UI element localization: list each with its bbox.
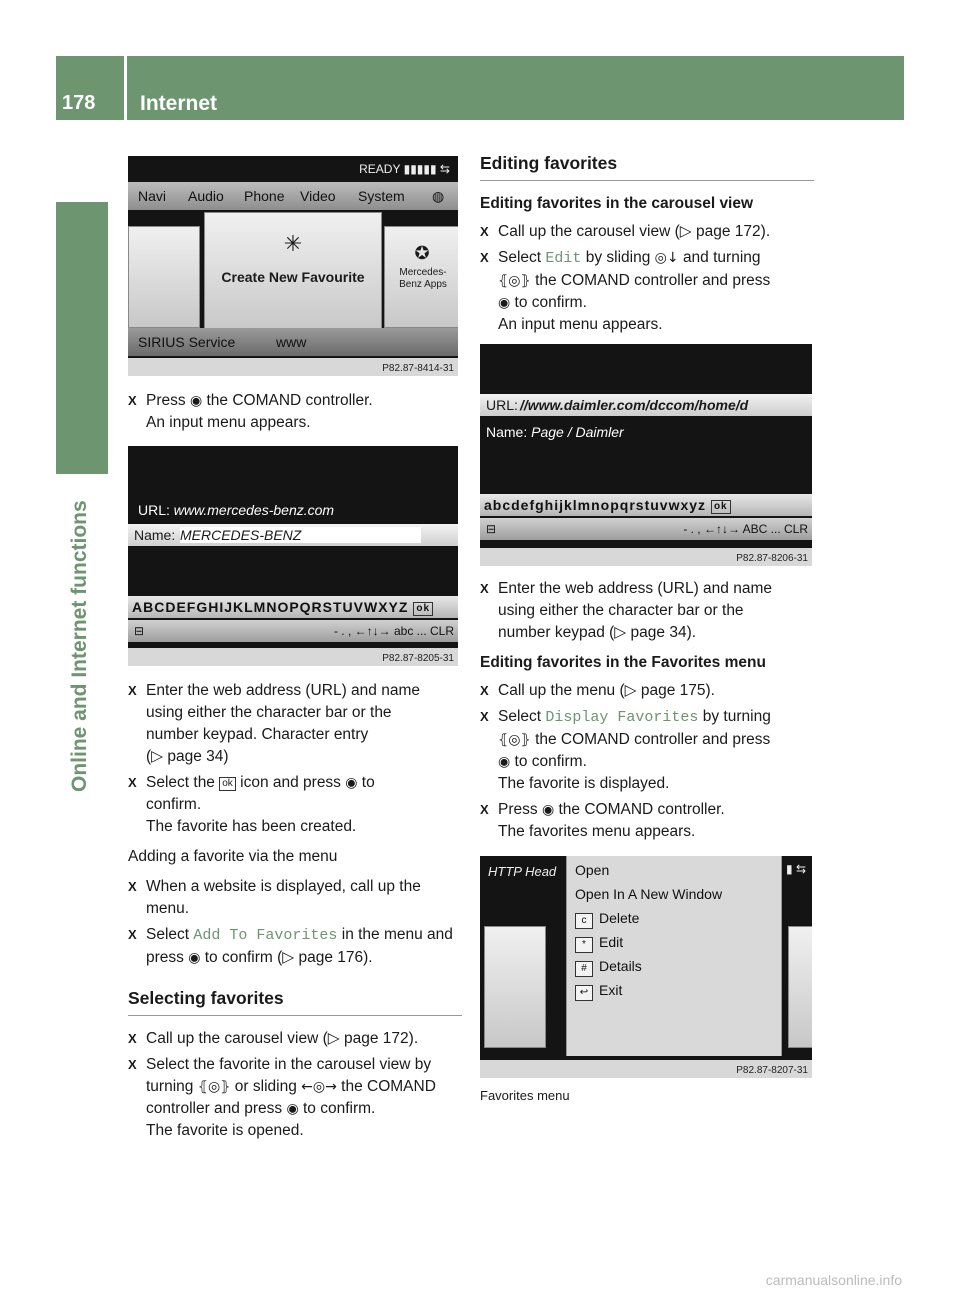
step: X Select the ok icon and press ◉ to confirm. The favorite has been created.: [128, 774, 375, 835]
url-field: URL: //www.daimler.com/dccom/home/d: [480, 394, 812, 416]
arrow-icon: X: [128, 775, 137, 790]
slide-down-icon: ◎↓: [654, 250, 679, 266]
card-right-label: Mercedes-Benz Apps: [399, 267, 447, 290]
turn-icon: ⦃◎⦄: [197, 1079, 231, 1095]
arrow-icon: X: [128, 683, 137, 698]
url-field: URL: www.mercedes-benz.com: [138, 502, 335, 518]
press-icon: ◉: [286, 1101, 299, 1117]
press-icon: ◉: [498, 295, 511, 311]
menu-item: Video: [300, 188, 336, 204]
menu-item: System: [358, 188, 405, 204]
carousel-card-left: [128, 226, 200, 328]
side-title: Online and Internet functions: [68, 500, 91, 792]
menu-item-code: Edit: [545, 250, 582, 267]
press-icon: ◉: [498, 754, 511, 770]
bottom-item: www: [276, 334, 307, 350]
back-icon: ⊟: [134, 624, 145, 638]
turn-icon: ⦃◎⦄: [498, 732, 531, 748]
menu-option-details[interactable]: # Details: [575, 958, 773, 977]
left-text-2: [128, 680, 462, 1142]
step: X When a website is displayed, call up the menu.: [128, 878, 421, 917]
step: X Enter the web address (URL) and name using either the character bar or the number keypad. Character entry (▷ page 34): [128, 682, 420, 765]
side-tab-marker: [56, 202, 108, 474]
screenshot-input-menu: [128, 446, 458, 666]
right-text-2: [480, 578, 814, 843]
screenshot-carousel: [128, 156, 458, 376]
menu-option-delete[interactable]: c Delete: [575, 910, 773, 929]
menu-item-code: Add To Favorites: [193, 927, 338, 944]
figure-code: P82.87-8206-31: [736, 553, 808, 564]
slide-icon: ←◎→: [301, 1079, 337, 1095]
right-text-1: [480, 152, 814, 336]
bottom-item: SIRIUS Service: [138, 334, 236, 350]
edit-icon: *: [575, 937, 593, 953]
carousel-card-center: [204, 212, 382, 332]
screenshot-favorites-menu: [480, 856, 812, 1078]
status-icon: ▮ ⇆: [786, 862, 806, 876]
page-number: 178: [62, 92, 96, 114]
globe-icon: ◍: [432, 188, 445, 204]
arrow-icon: X: [480, 802, 489, 817]
name-field: Name: Page / Daimler: [486, 424, 624, 440]
menu-option-edit[interactable]: * Edit: [575, 934, 773, 953]
section-heading: Editing favorites: [480, 152, 814, 181]
press-icon: ◉: [541, 802, 555, 818]
step: X Select the favorite in the carousel view by turning ⦃◎⦄ or sliding ←◎→ the COMAND controller and press ◉ to confirm. The favorite is opened.: [128, 1056, 436, 1139]
menu-option-open[interactable]: Open: [575, 862, 610, 878]
mercedes-star-icon: ✪: [414, 243, 430, 263]
step: X Select Display Favorites by turning ⦃◎⦄ the COMAND controller and press ◉ to confirm. The favorite is displayed.: [480, 708, 771, 792]
name-field: Name: MERCEDES-BENZ: [128, 524, 458, 546]
details-icon: #: [575, 961, 593, 977]
figure-code: P82.87-8414-31: [382, 363, 454, 374]
function-bar: ⊟ - . , ←↑↓→ ABC ... CLR: [480, 518, 812, 540]
arrow-icon: X: [128, 1057, 137, 1072]
left-text-1: [128, 390, 462, 434]
bottom-menu-bar: [128, 328, 458, 356]
arrow-icon: X: [128, 927, 137, 942]
menu-item: Audio: [188, 188, 224, 204]
screenshot-edit-input: [480, 344, 812, 566]
step: X Enter the web address (URL) and name using either the character bar or the number keypad (▷ page 34).: [480, 580, 772, 641]
menu-item: Navi: [138, 188, 167, 204]
header-divider: [124, 56, 127, 120]
arrow-icon: X: [480, 709, 489, 724]
figure-code: P82.87-8205-31: [382, 653, 454, 664]
turn-icon: ⦃◎⦄: [498, 273, 531, 289]
arrow-icon: X: [480, 250, 489, 265]
status-text: READY ▮▮▮▮▮ ⇆: [359, 162, 450, 176]
arrow-icon: X: [128, 393, 137, 408]
http-header-text: HTTP Head: [488, 864, 557, 879]
menu-item-code: Display Favorites: [545, 709, 699, 726]
arrow-icon: X: [480, 683, 489, 698]
page-title: Internet: [140, 92, 218, 115]
step: X Call up the menu (▷ page 175).: [480, 680, 814, 702]
favorites-context-menu: [566, 856, 782, 1056]
carousel-card-right: [384, 226, 458, 328]
back-icon: ⊟: [486, 522, 497, 536]
character-bar: abcdefghijklmnopqrstuvwxyz ok: [480, 494, 812, 516]
favourite-star-icon: ✳: [283, 231, 303, 256]
main-menu-bar: [128, 182, 458, 210]
card-center-label: Create New Favourite: [221, 269, 365, 285]
function-bar: ⊟ - . , ←↑↓→ abc ... CLR: [128, 620, 458, 642]
arrow-icon: X: [128, 1031, 137, 1046]
exit-icon: ↩: [575, 985, 593, 1001]
section-heading: Selecting favorites: [128, 987, 462, 1016]
menu-option-exit[interactable]: ↩ Exit: [575, 982, 773, 1001]
step: X Select Add To Favorites in the menu and press ◉ to confirm (▷ page 176).: [128, 926, 453, 966]
press-icon: ◉: [345, 775, 358, 791]
paragraph: Adding a favorite via the menu: [128, 848, 338, 865]
delete-icon: c: [575, 913, 593, 929]
step: X Select Edit by sliding ◎↓ and turning ⦃◎⦄ the COMAND controller and press ◉ to confirm. An input menu appears.: [480, 249, 771, 333]
press-icon: ◉: [189, 393, 203, 409]
figure-code: P82.87-8207-31: [736, 1065, 808, 1076]
step: X Call up the carousel view (▷ page 172).: [480, 221, 814, 243]
step: X Call up the carousel view (▷ page 172).: [128, 1028, 462, 1050]
figure-caption: Favorites menu: [480, 1088, 570, 1103]
arrow-icon: X: [480, 581, 489, 596]
arrow-icon: X: [480, 224, 489, 239]
arrow-icon: X: [128, 879, 137, 894]
menu-option-open-new-window[interactable]: Open In A New Window: [575, 886, 723, 902]
ok-icon: ok: [219, 777, 236, 791]
watermark: carmanualsonline.info: [765, 1272, 902, 1288]
character-bar: ABCDEFGHIJKLMNOPQRSTUVWXYZ ok: [128, 596, 458, 618]
subheading: Editing favorites in the carousel view: [480, 195, 754, 212]
carousel-card-left: [484, 926, 546, 1048]
press-icon: ◉: [188, 950, 201, 966]
carousel-card-right: [788, 926, 812, 1048]
menu-item: Phone: [244, 188, 285, 204]
subheading: Editing favorites in the Favorites menu: [480, 654, 766, 671]
step: X Press ◉ the COMAND controller. The favorites menu appears.: [480, 801, 725, 840]
step: X Press ◉ the COMAND controller. An input menu appears.: [128, 392, 373, 431]
